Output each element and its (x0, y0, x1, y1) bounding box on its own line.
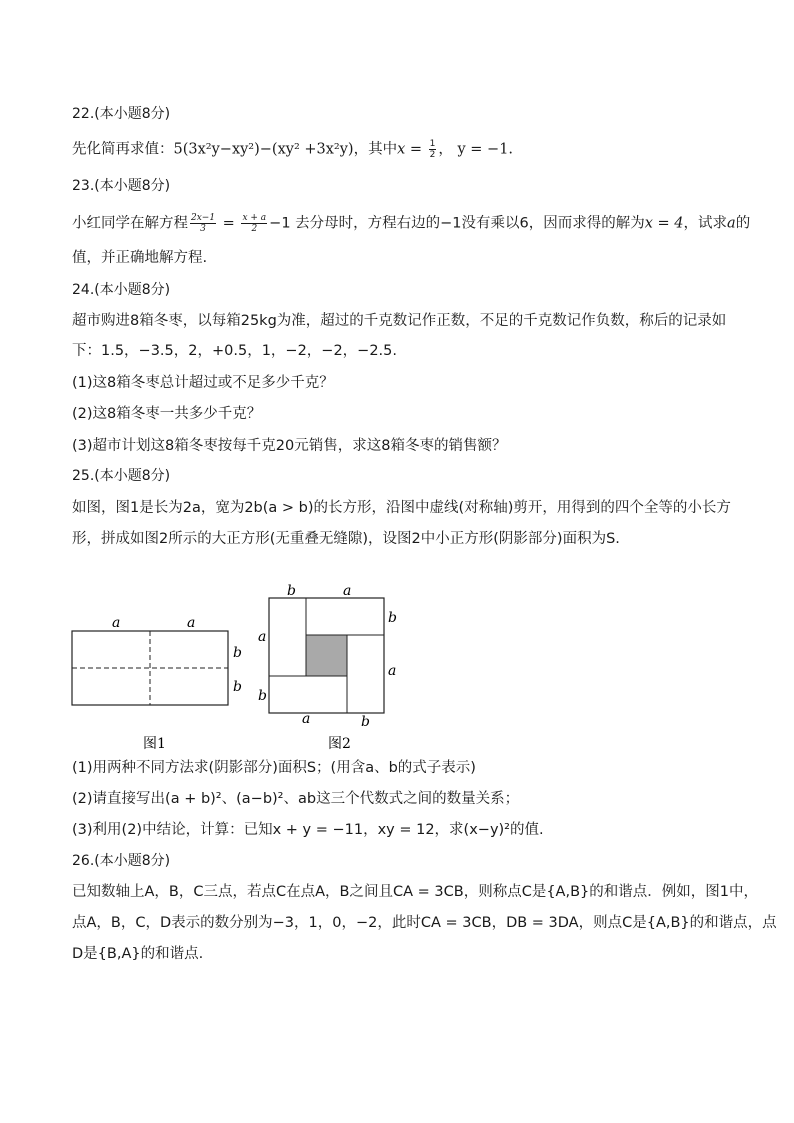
q24-line2: 下：1.5，−3.5，2，+0.5，1，−2，−2，−2.5. (72, 343, 397, 359)
q25-header: 25.(本小题8分) (72, 468, 171, 484)
q26-line2: 点A，B，C，D表示的数分别为−3，1，0，−2，此时CA = 3CB，DB = 3DA，则点C是{A,B}的和谐点，点 (72, 915, 777, 931)
q25-sub2: (2)请直接写出(a + b)²、(a−b)²、ab这三个代数式之间的数量关系； (72, 791, 520, 807)
q25-line1: 如图，图1是长为2a，宽为2b(a > b)的长方形，沿图中虚线(对称轴)剪开，用得到的四个全等的小长方 (72, 500, 731, 516)
svg-text:b: b (258, 688, 267, 704)
q25-sub1: (1)用两种不同方法求(阴影部分)面积S；(用含a、b的式子表示) (72, 760, 476, 776)
shaded-square (306, 635, 347, 676)
q26-header: 26.(本小题8分) (72, 853, 171, 869)
q26-line1: 已知数轴上A，B，C三点，若点C在点A，B之间且CA = 3CB，则称点C是{A,B}的和谐点．例如，图1中， (72, 884, 758, 900)
svg-text:a: a (258, 629, 267, 645)
q22-statement: 先化简再求值：5(3x²y−xy²)−(xy² +3x²y)，其中x = $\frac{1}{2}$ ， y = −1. (72, 139, 514, 160)
q24-sub1: (1)这8箱冬枣总计超过或不足多少千克？ (72, 375, 334, 391)
svg-text:a: a (187, 615, 196, 631)
svg-text:图2: 图2 (328, 736, 351, 752)
figure-1 (72, 615, 242, 752)
q22-header: 22.(本小题8分) (72, 106, 171, 122)
svg-text:a: a (302, 711, 311, 727)
q24-sub3: (3)超市计划这8箱冬枣按每千克20元销售，求这8箱冬枣的销售额？ (72, 438, 507, 454)
q23-line1: 小红同学在解方程 $\frac{2x-1}{3}$ = $\frac{x + a}{2}$ −1 去分母时，方程右边的−1没有乘以6，因而求得的解为x = 4，试求a的 (72, 213, 751, 234)
q26-line3: D是{B,A}的和谐点. (72, 946, 204, 962)
q24-sub2: (2)这8箱冬枣一共多少千克？ (72, 406, 262, 422)
q23-line2: 值，并正确地解方程. (72, 250, 208, 266)
svg-text:图1: 图1 (143, 736, 166, 752)
q25-sub3: (3)利用(2)中结论，计算：已知x + y = −11，xy = 12，求(x−y)²的值. (72, 822, 544, 838)
svg-text:b: b (361, 714, 370, 730)
svg-text:b: b (287, 583, 296, 599)
svg-text:a: a (112, 615, 121, 631)
fraction-one-half: $\frac{1}{2}$ (429, 139, 436, 160)
q24-header: 24.(本小题8分) (72, 282, 171, 298)
q24-line1: 超市购进8箱冬枣，以每箱25kg为准，超过的千克数记作正数，不足的千克数记作负数，称后的记录如 (72, 313, 727, 329)
q25-line2: 形，拼成如图2所示的大正方形(无重叠无缝隙)，设图2中小正方形(阴影部分)面积为S. (72, 531, 620, 547)
rectangle-figures (60, 578, 420, 758)
q23-header: 23.(本小题8分) (72, 178, 171, 194)
q25-figures (60, 578, 420, 762)
svg-text:b: b (233, 679, 242, 695)
figure-2 (258, 583, 397, 752)
svg-text:b: b (233, 645, 242, 661)
svg-text:a: a (388, 663, 397, 679)
svg-text:a: a (343, 583, 352, 599)
svg-text:b: b (388, 610, 397, 626)
